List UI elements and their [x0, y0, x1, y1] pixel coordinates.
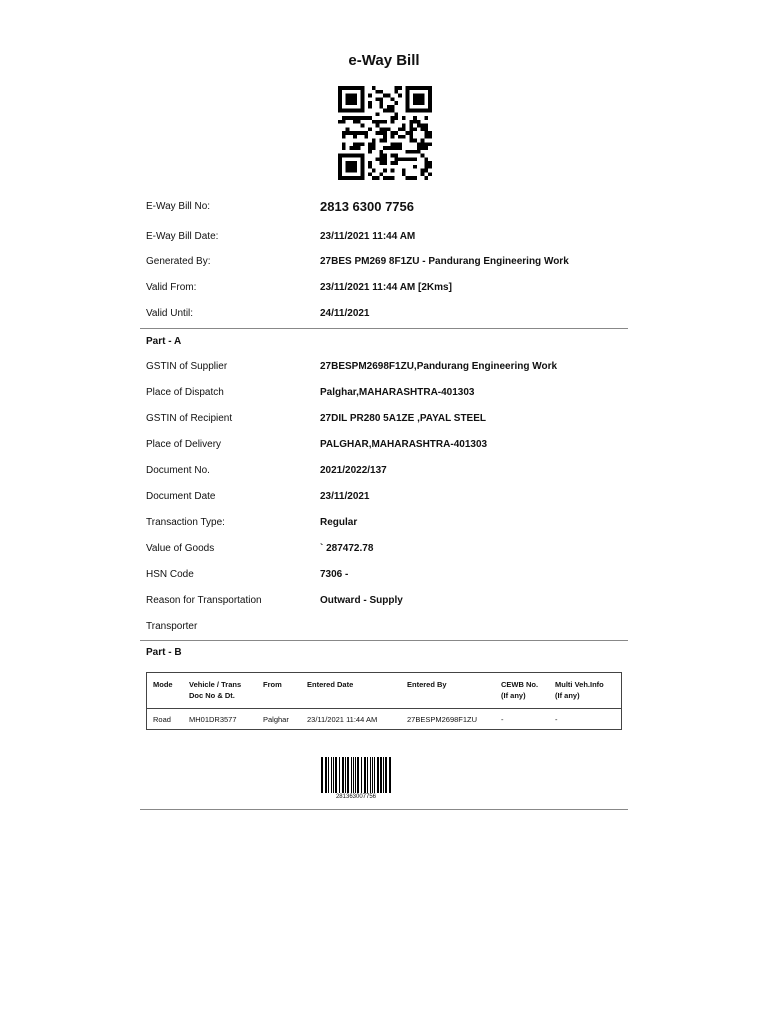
column-header [263, 679, 282, 690]
vehicle-details-table [146, 672, 622, 730]
field-value: 27BES PM269 8F1ZU - Pandurang Engineering Work [320, 256, 569, 267]
field-value: 24/11/2021 [320, 308, 370, 319]
column-header-line: Entered Date [307, 680, 354, 689]
table-cell: Palghar [263, 715, 289, 724]
qr-code [338, 86, 432, 180]
field-row [146, 565, 628, 585]
field-label: Transporter [146, 621, 198, 632]
field-value: 23/11/2021 11:44 AM [2Kms] [320, 282, 452, 293]
field-label: GSTIN of Supplier [146, 361, 228, 372]
field-row [146, 487, 628, 507]
table-header [147, 673, 621, 709]
field-value: 23/11/2021 [320, 491, 370, 502]
table-cell: MH01DR3577 [189, 715, 237, 724]
field-label: Valid Until: [146, 308, 194, 319]
column-header-line: (If any) [501, 691, 526, 700]
table-cell: - [501, 715, 504, 724]
field-label: Value of Goods [146, 543, 215, 554]
column-header-line: (If any) [555, 691, 580, 700]
field-label: HSN Code [146, 569, 194, 580]
field-row [146, 513, 628, 533]
divider [140, 809, 628, 810]
column-header [407, 679, 447, 690]
field-row [146, 383, 628, 403]
field-value: 27DIL PR280 5A1ZE ,PAYAL STEEL [320, 413, 487, 424]
column-header-line: Vehicle / Trans [189, 680, 242, 689]
field-value: Regular [320, 517, 358, 528]
field-row [146, 461, 628, 481]
column-header [307, 679, 353, 690]
field-value: Palghar,MAHARASHTRA-401303 [320, 387, 475, 398]
table-cell: - [555, 715, 558, 724]
column-header [555, 679, 604, 701]
field-label: Place of Dispatch [146, 387, 224, 398]
field-row [146, 197, 628, 217]
field-value: 23/11/2021 11:44 AM [320, 231, 416, 242]
field-value: PALGHAR,MAHARASHTRA-401303 [320, 439, 488, 450]
field-row [146, 539, 628, 559]
column-header [501, 679, 538, 701]
field-row [146, 227, 628, 247]
field-row [146, 252, 628, 272]
field-label: E-Way Bill No: [146, 201, 211, 212]
column-header-line: Multi Veh.Info [555, 680, 604, 689]
field-row [146, 435, 628, 455]
column-header-line: Entered By [407, 680, 447, 689]
field-label: Document No. [146, 465, 210, 476]
field-label: Valid From: [146, 282, 197, 293]
page-title: e-Way Bill [348, 52, 420, 69]
divider [140, 640, 628, 641]
field-row [146, 591, 628, 611]
field-row [146, 278, 628, 298]
field-label: Reason for Transportation [146, 595, 262, 606]
table-row [147, 709, 621, 731]
field-label: E-Way Bill Date: [146, 231, 219, 242]
field-label: Place of Delivery [146, 439, 222, 450]
field-label: Transaction Type: [146, 517, 225, 528]
column-header-line: Mode [153, 680, 173, 689]
field-value: 7306 - [320, 569, 349, 580]
column-header-line: From [263, 680, 282, 689]
divider [140, 328, 628, 329]
column-header-line: Doc No & Dt. [189, 691, 235, 700]
field-row [146, 617, 628, 637]
field-label: GSTIN of Recipient [146, 413, 233, 424]
field-row [146, 304, 628, 324]
column-header-line: CEWB No. [501, 680, 539, 689]
field-row [146, 357, 628, 377]
field-label: Document Date [146, 491, 216, 502]
table-cell: 23/11/2021 11:44 AM [307, 715, 378, 724]
field-value: Outward - Supply [320, 595, 403, 606]
barcode-number: 281363007756 [335, 794, 377, 800]
field-value: 27BESPM2698F1ZU,Pandurang Engineering Work [320, 361, 558, 372]
table-cell: 27BESPM2698F1ZU [407, 715, 478, 724]
field-row [146, 409, 628, 429]
part-a-heading: Part - A [146, 336, 182, 347]
field-value: 2021/2022/137 [320, 465, 387, 476]
column-header [153, 679, 173, 690]
column-header [189, 679, 241, 701]
barcode [320, 757, 392, 793]
field-label: Generated By: [146, 256, 211, 267]
table-cell: Road [153, 715, 171, 724]
field-value: ` 287472.78 [320, 543, 374, 554]
part-b-heading: Part - B [146, 647, 182, 658]
field-value: 2813 6300 7756 [320, 199, 414, 214]
